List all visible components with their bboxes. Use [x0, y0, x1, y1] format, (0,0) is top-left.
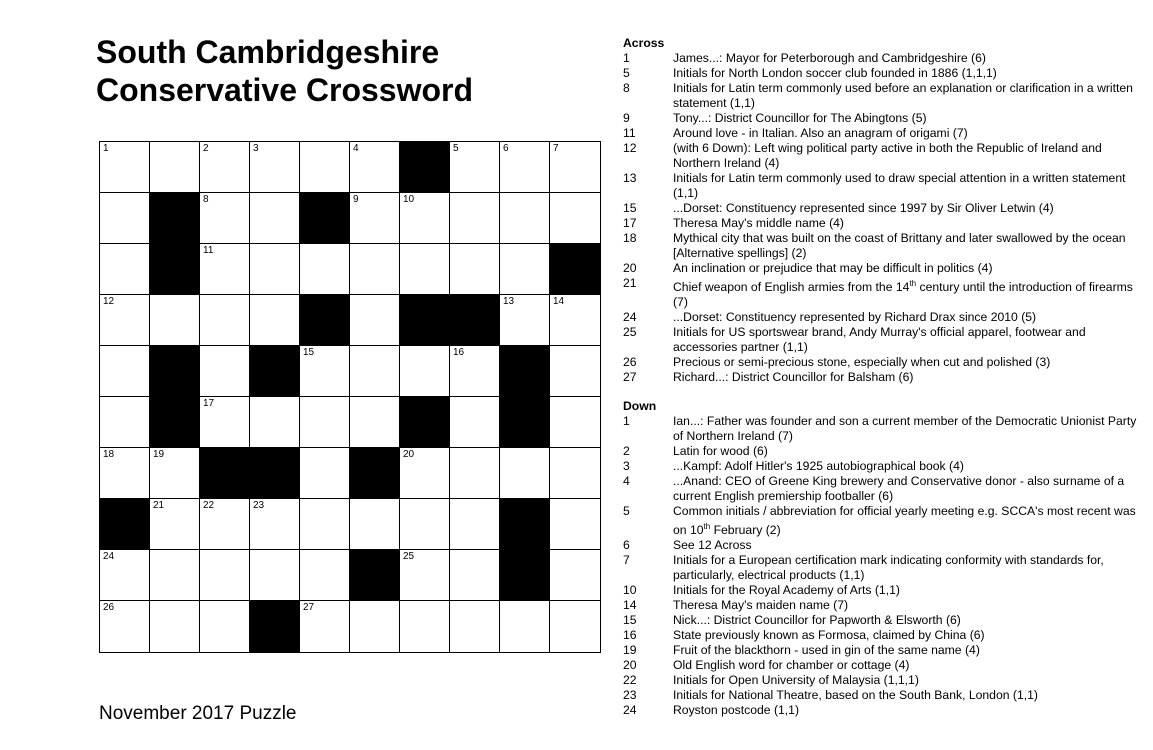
grid-cell[interactable] [550, 550, 600, 601]
grid-cell[interactable] [450, 346, 500, 397]
cell-number: 12 [103, 296, 115, 307]
grid-cell[interactable] [350, 193, 400, 244]
cell-number: 21 [153, 500, 165, 511]
clue-number: 23 [623, 688, 637, 703]
clue-number: 15 [623, 201, 637, 215]
grid-cell[interactable] [250, 142, 300, 193]
clue-text: ...Dorset: Constituency represented by Richard Drax since 2010 (5) [673, 310, 1037, 325]
clue-number: 9 [623, 111, 630, 125]
grid-cell[interactable] [200, 499, 250, 550]
grid-cell[interactable] [100, 397, 150, 448]
down-clue [623, 688, 1143, 703]
cell-number: 25 [403, 551, 415, 562]
cell-number: 1 [103, 143, 109, 154]
grid-block [250, 346, 300, 397]
title-line-2: Conservative Crossword [96, 72, 474, 108]
grid-cell[interactable] [350, 295, 400, 346]
clue-number: 27 [623, 370, 637, 385]
grid-cell[interactable] [400, 448, 450, 499]
grid-cell[interactable] [450, 550, 500, 601]
grid-cell[interactable] [450, 448, 500, 499]
clue-text: Royston postcode (1,1) [673, 703, 800, 718]
grid-cell[interactable] [350, 499, 400, 550]
clue-number: 26 [623, 355, 637, 370]
grid-cell[interactable] [350, 142, 400, 193]
cell-number: 7 [553, 143, 559, 154]
grid-block [400, 397, 450, 448]
clue-text: Richard...: District Councillor for Balsham (6) [673, 370, 914, 385]
grid-block [500, 499, 550, 550]
grid-cell[interactable] [300, 448, 350, 499]
cell-number: 20 [403, 449, 415, 460]
grid-cell[interactable] [550, 142, 600, 193]
grid-cell[interactable] [400, 346, 450, 397]
down-clue [623, 613, 1143, 628]
grid-cell[interactable] [100, 193, 150, 244]
clues-panel [623, 36, 1143, 718]
clue-number: 2 [623, 444, 630, 459]
grid-cell[interactable] [100, 244, 150, 295]
clue-number: 10 [623, 583, 637, 598]
clue-text: ...Dorset: Constituency represented since 1997 by Sir Oliver Letwin (4) [673, 201, 1054, 215]
clue-text: Around love - in Italian. Also an anagram of origami (7) [673, 126, 968, 140]
grid-cell[interactable] [350, 601, 400, 652]
clue-text: Tony...: District Councillor for The Abingtons (5) [673, 111, 927, 125]
clue-number: 16 [623, 628, 637, 643]
across-clue [623, 261, 1143, 276]
grid-block [400, 295, 450, 346]
grid-cell[interactable] [450, 244, 500, 295]
grid-cell[interactable] [550, 295, 600, 346]
clue-number: 22 [623, 673, 637, 688]
grid-block [350, 550, 400, 601]
grid-cell[interactable] [450, 142, 500, 193]
clue-text: Fruit of the blackthorn - used in gin of the same name (4) [673, 643, 980, 658]
down-clue [623, 673, 1143, 688]
clue-text: Old English word for chamber or cottage (4) [673, 658, 910, 673]
down-clue [623, 643, 1143, 658]
grid-cell[interactable] [250, 550, 300, 601]
clue-text: Mythical city that was built on the coast of Brittany and later swallowed by the ocean [Alternative spellings] (2) [673, 231, 1126, 260]
grid-cell[interactable] [350, 346, 400, 397]
across-clue [623, 141, 1143, 171]
grid-cell[interactable] [200, 397, 250, 448]
grid-cell[interactable] [400, 550, 450, 601]
grid-cell[interactable] [150, 499, 200, 550]
grid-cell[interactable] [250, 397, 300, 448]
grid-cell[interactable] [500, 193, 550, 244]
down-clue [623, 553, 1143, 583]
cell-number: 10 [403, 194, 415, 205]
cell-number: 17 [203, 398, 215, 409]
down-clue [623, 538, 1143, 553]
clue-number: 7 [623, 553, 630, 568]
cell-number: 24 [103, 551, 115, 562]
grid-block [500, 346, 550, 397]
clue-number: 6 [623, 538, 630, 553]
clue-text: Common initials / abbreviation for official yearly meeting e.g. SCCA's most recent was on 10th February (2) [673, 504, 1136, 538]
grid-block [500, 550, 550, 601]
cell-number: 14 [553, 296, 565, 307]
grid-block [300, 193, 350, 244]
across-clue [623, 201, 1143, 216]
grid-block [150, 244, 200, 295]
grid-cell[interactable] [100, 601, 150, 652]
clue-number: 3 [623, 459, 630, 474]
grid-cell[interactable] [300, 601, 350, 652]
grid-cell[interactable] [250, 295, 300, 346]
clue-text: Initials for National Theatre, based on the South Bank, London (1,1) [673, 688, 1038, 703]
clue-number: 24 [623, 310, 637, 325]
cell-number: 27 [303, 602, 315, 613]
across-clue [623, 126, 1143, 141]
cell-number: 26 [103, 602, 115, 613]
clue-number: 25 [623, 325, 637, 340]
down-clue [623, 583, 1143, 598]
grid-cell[interactable] [300, 244, 350, 295]
grid-cell[interactable] [350, 397, 400, 448]
grid-cell[interactable] [400, 499, 450, 550]
clue-text: Initials for Latin term commonly used to draw special attention in a written statement (1,1) [673, 171, 1126, 200]
clue-number: 20 [623, 658, 637, 673]
clue-text: Chief weapon of English armies from the 14th century until the introduction of firearms (7) [673, 279, 1133, 310]
across-clue [623, 216, 1143, 231]
grid-cell[interactable] [100, 346, 150, 397]
across-clue [623, 231, 1143, 261]
across-clue [623, 276, 1143, 310]
clue-text: Initials for Open University of Malaysia (1,1,1) [673, 673, 919, 688]
clue-text: (with 6 Down): Left wing political party active in both the Republic of Ireland and Northern Ireland (4) [673, 141, 1102, 170]
down-clue [623, 414, 1143, 444]
across-clue [623, 171, 1143, 201]
grid-block [250, 448, 300, 499]
down-clue [623, 628, 1143, 643]
clue-number: 24 [623, 703, 637, 718]
crossword-grid [99, 141, 601, 653]
grid-cell[interactable] [150, 550, 200, 601]
grid-cell[interactable] [100, 295, 150, 346]
grid-cell[interactable] [450, 499, 500, 550]
grid-cell[interactable] [550, 397, 600, 448]
clue-number: 17 [623, 216, 637, 230]
cell-number: 6 [503, 143, 509, 154]
grid-block [550, 244, 600, 295]
clue-text: James...: Mayor for Peterborough and Cambridgeshire (6) [673, 51, 986, 65]
clue-text: Latin for wood (6) [673, 444, 768, 459]
cell-number: 16 [453, 347, 465, 358]
clue-number: 20 [623, 261, 637, 275]
grid-cell[interactable] [150, 601, 200, 652]
cell-number: 15 [303, 347, 315, 358]
cell-number: 8 [203, 194, 209, 205]
clue-number: 13 [623, 171, 637, 185]
grid-block [100, 499, 150, 550]
grid-cell[interactable] [300, 142, 350, 193]
clue-text: Nick...: District Councillor for Papworth & Elsworth (6) [673, 613, 961, 628]
across-clue [623, 310, 1143, 325]
grid-cell[interactable] [550, 346, 600, 397]
grid-cell[interactable] [100, 448, 150, 499]
grid-cell[interactable] [100, 550, 150, 601]
puzzle-date-label: November 2017 Puzzle [99, 703, 297, 724]
down-clue [623, 598, 1143, 613]
grid-cell[interactable] [500, 601, 550, 652]
clue-number: 14 [623, 598, 637, 613]
grid-cell[interactable] [150, 448, 200, 499]
clue-text: Initials for the Royal Academy of Arts (1,1) [673, 583, 900, 598]
grid-cell[interactable] [550, 193, 600, 244]
grid-cell[interactable] [550, 499, 600, 550]
grid-block [150, 193, 200, 244]
grid-block [300, 295, 350, 346]
grid-cell[interactable] [300, 499, 350, 550]
clue-text: ...Kampf: Adolf Hitler's 1925 autobiographical book (4) [673, 459, 964, 474]
grid-cell[interactable] [200, 295, 250, 346]
across-clue-list [623, 51, 1143, 385]
cell-number: 9 [353, 194, 359, 205]
grid-block [150, 346, 200, 397]
clue-number: 18 [623, 231, 637, 245]
clue-text: Precious or semi-precious stone, especially when cut and polished (3) [673, 355, 1051, 370]
grid-block [500, 397, 550, 448]
clue-text: An inclination or prejudice that may be difficult in politics (4) [673, 261, 993, 275]
across-clue [623, 325, 1143, 355]
across-clue [623, 81, 1143, 111]
grid-cell[interactable] [550, 601, 600, 652]
clue-text: Theresa May's middle name (4) [673, 216, 844, 230]
grid-cell[interactable] [200, 601, 250, 652]
clue-number: 21 [623, 276, 637, 290]
clue-number: 11 [623, 126, 636, 140]
grid-cell[interactable] [500, 244, 550, 295]
clue-number: 4 [623, 474, 630, 489]
across-clue [623, 370, 1143, 385]
grid-cell[interactable] [200, 550, 250, 601]
clue-number: 8 [623, 81, 630, 95]
grid-block [350, 448, 400, 499]
cell-number: 11 [203, 245, 214, 256]
grid-cell[interactable] [500, 142, 550, 193]
grid-cell[interactable] [400, 193, 450, 244]
grid-cell[interactable] [300, 397, 350, 448]
grid-block [450, 295, 500, 346]
grid-block [400, 142, 450, 193]
clue-text: Initials for North London soccer club founded in 1886 (1,1,1) [673, 66, 997, 80]
grid-cell[interactable] [200, 142, 250, 193]
clue-number: 15 [623, 613, 637, 628]
clue-number: 5 [623, 504, 630, 519]
across-clue [623, 66, 1143, 81]
down-clue [623, 474, 1143, 504]
down-section [623, 399, 1143, 718]
grid-block [200, 448, 250, 499]
grid-cell[interactable] [100, 142, 150, 193]
cell-number: 13 [503, 296, 515, 307]
grid-cell[interactable] [500, 295, 550, 346]
down-clue [623, 504, 1143, 538]
grid-cell[interactable] [350, 244, 400, 295]
cell-number: 19 [153, 449, 165, 460]
clue-number: 12 [623, 141, 637, 155]
grid-cell[interactable] [500, 448, 550, 499]
cell-number: 3 [253, 143, 259, 154]
clue-text: Theresa May's maiden name (7) [673, 598, 849, 613]
grid-cell[interactable] [300, 346, 350, 397]
down-heading: Down [623, 399, 657, 414]
across-clue [623, 111, 1143, 126]
grid-cell[interactable] [400, 244, 450, 295]
clue-text: State previously known as Formosa, claimed by China (6) [673, 628, 985, 643]
clue-text: ...Anand: CEO of Greene King brewery and Conservative donor - also surname of a current English premiership footballer (6) [673, 474, 1125, 504]
clue-number: 5 [623, 66, 630, 80]
across-section [623, 36, 1143, 385]
clue-text: Ian...: Father was founder and son a current member of the Democratic Unionist Party of Northern Ireland (7) [673, 414, 1137, 444]
down-clue [623, 459, 1143, 474]
grid-cell[interactable] [250, 193, 300, 244]
grid-cell[interactable] [200, 244, 250, 295]
down-clue [623, 444, 1143, 459]
down-clue [623, 658, 1143, 673]
puzzle-title [96, 33, 473, 109]
cell-number: 18 [103, 449, 115, 460]
grid-cell[interactable] [300, 550, 350, 601]
grid-cell[interactable] [150, 295, 200, 346]
across-heading: Across [623, 36, 665, 50]
clue-number: 1 [623, 414, 630, 429]
grid-block [150, 397, 200, 448]
cell-number: 5 [453, 143, 459, 154]
cell-number: 2 [203, 143, 209, 154]
clue-text: Initials for US sportswear brand, Andy Murray's official apparel, footwear and accessories partner (1,1) [673, 325, 1086, 355]
clue-text: Initials for a European certification mark indicating conformity with standards for, particularly, electrical products (1,1) [673, 553, 1104, 583]
grid-cell[interactable] [250, 244, 300, 295]
title-line-1: South Cambridgeshire [96, 34, 440, 70]
grid-cell[interactable] [450, 397, 500, 448]
down-clue-list [623, 414, 1143, 718]
clue-text: Initials for Latin term commonly used before an explanation or clarification in a written statement (1,1) [673, 81, 1133, 110]
grid-cell[interactable] [150, 142, 200, 193]
down-clue [623, 703, 1143, 718]
grid-cell[interactable] [400, 601, 450, 652]
across-clue [623, 51, 1143, 66]
grid-cell[interactable] [450, 601, 500, 652]
grid-cell[interactable] [200, 193, 250, 244]
across-clue [623, 355, 1143, 370]
grid-cell[interactable] [200, 346, 250, 397]
grid-cell[interactable] [450, 193, 500, 244]
clue-text: See 12 Across [673, 538, 752, 553]
clue-number: 1 [623, 51, 630, 65]
grid-cell[interactable] [250, 499, 300, 550]
grid-block [250, 601, 300, 652]
cell-number: 4 [353, 143, 359, 154]
grid-cell[interactable] [550, 448, 600, 499]
cell-number: 23 [253, 500, 265, 511]
cell-number: 22 [203, 500, 215, 511]
clue-number: 19 [623, 643, 637, 658]
